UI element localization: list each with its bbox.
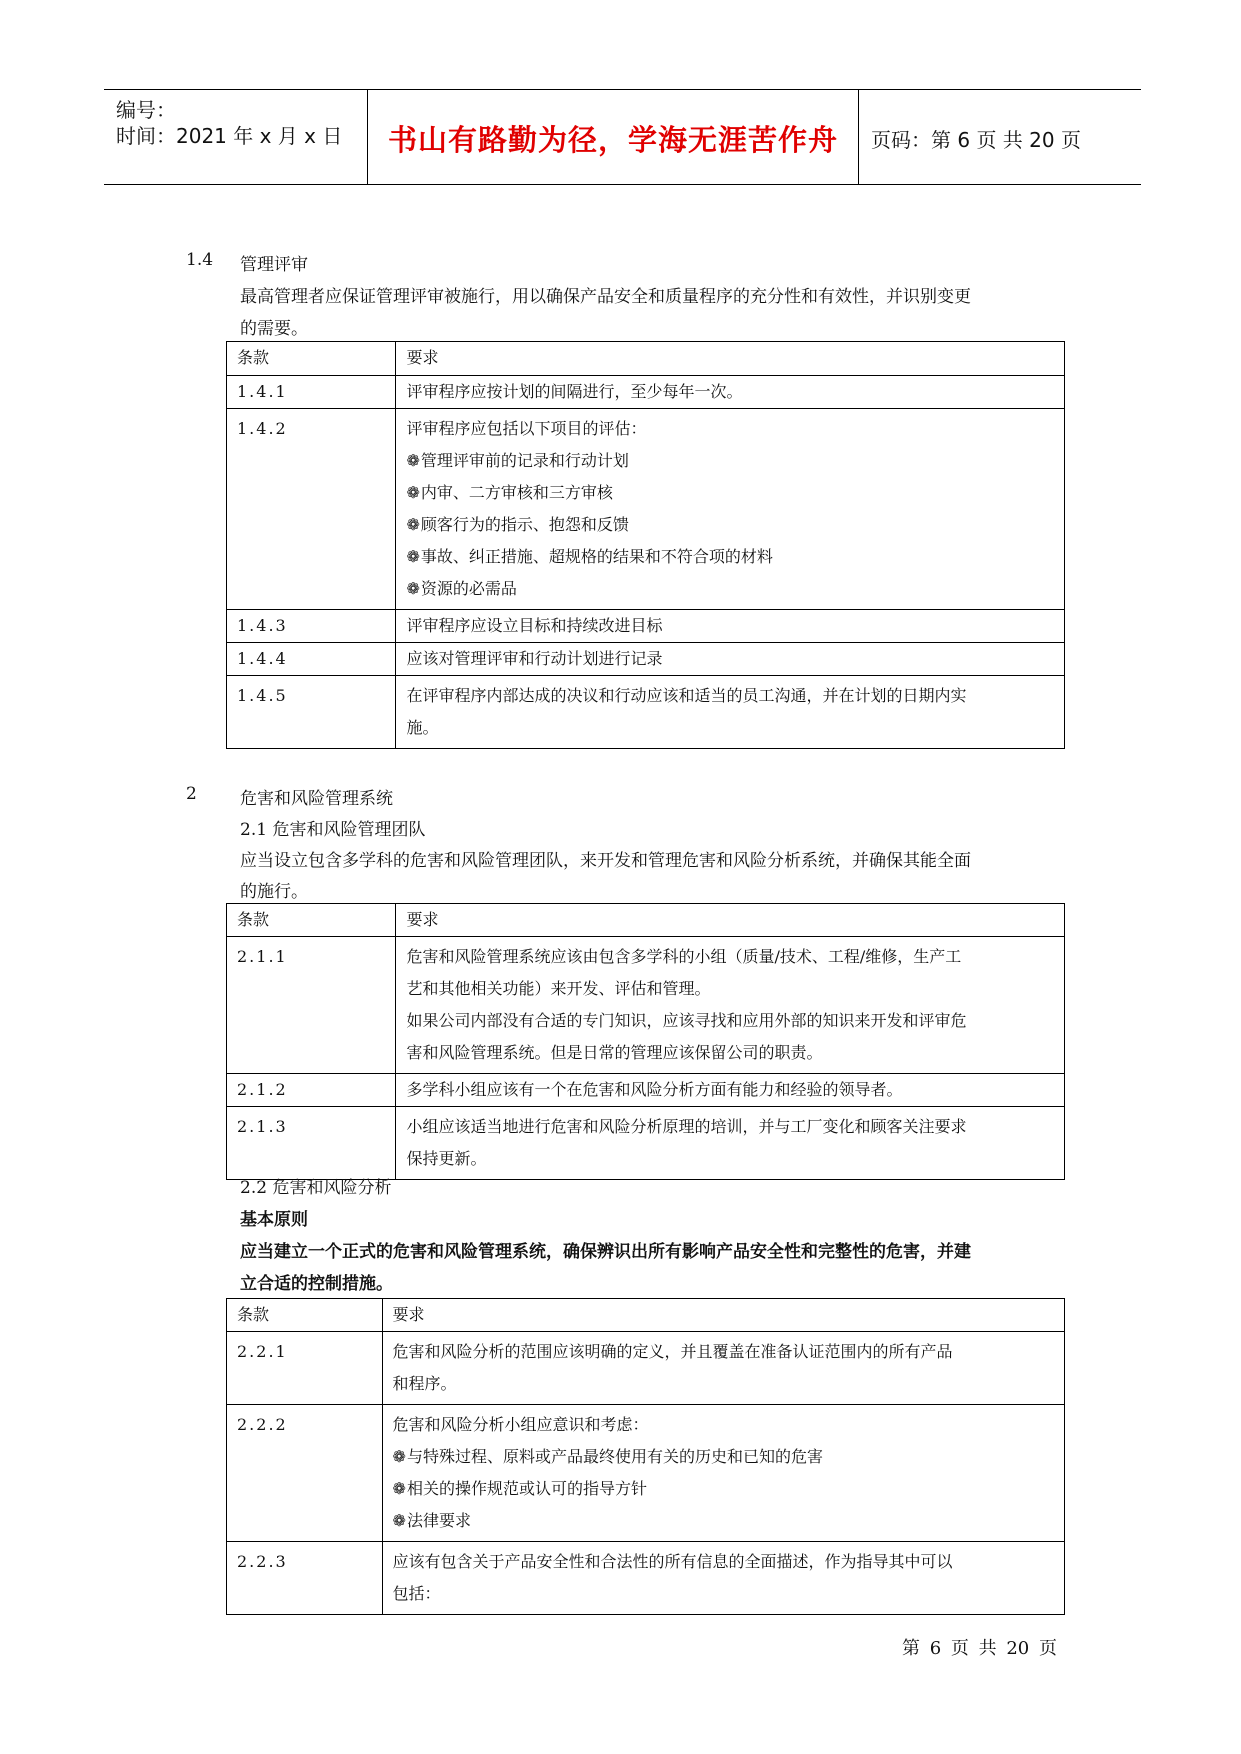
section-2-title: 危害和风险管理系统 (240, 789, 393, 809)
requirement-line: 评审程序应包括以下项目的评估： (406, 419, 647, 438)
document-number-label: 编号： (116, 98, 176, 122)
clause-cell: 1.4.3 (227, 610, 396, 643)
requirement-cell (396, 676, 1065, 749)
principle-line2: 立合适的控制措施。 (240, 1274, 393, 1294)
requirement-cell (382, 1332, 1064, 1405)
table-row (227, 1107, 1065, 1180)
requirement-line: 艺和其他相关功能）来开发、评估和管理。 (406, 979, 711, 998)
table-row (227, 676, 1065, 749)
requirement-cell (396, 1074, 1065, 1107)
section-1-4-intro-line1: 最高管理者应保证管理评审被施行，用以确保产品安全和质量程序的充分性和有效性，并识别变更 (240, 287, 971, 307)
requirement-line: 小组应该适当地进行危害和风险分析原理的培训，并与工厂变化和顾客关注要求 (406, 1117, 967, 1136)
requirement-line: 应该对管理评审和行动计划进行记录 (406, 649, 663, 668)
document-time-label: 时间：2021 年 x 月 x 日 (116, 124, 343, 148)
requirement-cell (382, 1405, 1064, 1542)
column-header-clause: 条款 (227, 1299, 383, 1332)
bullet-item: ❁ 与特殊过程、原料或产品最终使用有关的历史和已知的危害 (393, 1441, 1054, 1473)
header-motto: 书山有路勤为径，学海无涯苦作舟 (387, 123, 838, 157)
requirement-line: 如果公司内部没有合适的专门知识，应该寻找和应用外部的知识来开发和评审危 (406, 1011, 967, 1030)
bullet-item: ❁ 事故、纠正措施、超规格的结果和不符合项的材料 (406, 541, 1054, 573)
basic-principle-heading: 基本原则 (240, 1210, 308, 1230)
header-right-cell (859, 90, 1141, 184)
requirement-cell (396, 376, 1065, 409)
clause-cell: 1.4.1 (227, 376, 396, 409)
bullet-item: ❁ 顾客行为的指示、抱怨和反馈 (406, 509, 1054, 541)
clause-cell: 2.2.2 (227, 1405, 383, 1542)
table-row (227, 643, 1065, 676)
requirement-line: 应该有包含关于产品安全性和合法性的所有信息的全面描述，作为指导其中可以 (392, 1552, 953, 1571)
column-header-clause: 条款 (227, 342, 396, 376)
requirement-line: 评审程序应设立目标和持续改进目标 (406, 616, 663, 635)
requirement-line: 和程序。 (392, 1374, 457, 1393)
section-2-1-title: 2.1 危害和风险管理团队 (240, 820, 426, 840)
bullet-item: ❁ 相关的操作规范或认可的指导方针 (393, 1473, 1054, 1505)
requirement-line: 评审程序应按计划的间隔进行，至少每年一次。 (406, 382, 743, 401)
column-header-clause: 条款 (227, 904, 396, 937)
requirement-line: 施。 (406, 718, 439, 737)
bullet-item: ❁ 法律要求 (393, 1505, 1054, 1537)
section-2-number: 2 (186, 784, 197, 804)
section-1-4-number: 1.4 (186, 250, 214, 270)
table-header-row (227, 342, 1065, 376)
table-row (227, 1542, 1065, 1615)
requirement-cell (396, 643, 1065, 676)
header-middle-cell (368, 90, 859, 184)
table-row (227, 1332, 1065, 1405)
clause-cell: 2.1.2 (227, 1074, 396, 1107)
requirements-table-2-1 (226, 903, 1065, 1180)
requirement-cell (396, 610, 1065, 643)
page-footer: 第 6 页 共 20 页 (902, 1638, 1057, 1659)
table-header-row (227, 1299, 1065, 1332)
clause-cell: 1.4.5 (227, 676, 396, 749)
requirement-cell (396, 409, 1065, 610)
table-row (227, 1074, 1065, 1107)
section-1-4-intro-line2: 的需要。 (240, 319, 308, 339)
requirement-line: 在评审程序内部达成的决议和行动应该和适当的员工沟通，并在计划的日期内实 (406, 686, 967, 705)
clause-cell: 2.2.3 (227, 1542, 383, 1615)
column-header-requirement: 要求 (382, 1299, 1064, 1332)
header-left-cell (104, 90, 368, 184)
requirement-line: 多学科小组应该有一个在危害和风险分析方面有能力和经验的领导者。 (406, 1080, 903, 1099)
bullet-item: ❁ 管理评审前的记录和行动计划 (406, 445, 1054, 477)
requirement-cell (396, 937, 1065, 1074)
table-row (227, 376, 1065, 409)
requirement-line: 包括： (392, 1584, 441, 1603)
clause-cell: 1.4.4 (227, 643, 396, 676)
column-header-requirement: 要求 (396, 904, 1065, 937)
principle-line1: 应当建立一个正式的危害和风险管理系统，确保辨识出所有影响产品安全性和完整性的危害，并建 (240, 1242, 971, 1262)
section-2-1-intro-line2: 的施行。 (240, 882, 308, 902)
requirement-line: 保持更新。 (406, 1149, 487, 1168)
section-2-1-intro-line1: 应当设立包含多学科的危害和风险管理团队，来开发和管理危害和风险分析系统，并确保其能全面 (240, 851, 971, 871)
requirements-table-2-2 (226, 1298, 1065, 1615)
requirements-table-1-4 (226, 341, 1065, 749)
table-row (227, 1405, 1065, 1542)
requirement-line: 危害和风险分析的范围应该明确的定义，并且覆盖在准备认证范围内的所有产品 (392, 1342, 953, 1361)
column-header-requirement: 要求 (396, 342, 1065, 376)
requirement-line: 害和风险管理系统。但是日常的管理应该保留公司的职责。 (406, 1043, 823, 1062)
table-header-row (227, 904, 1065, 937)
bullet-item: ❁ 资源的必需品 (406, 573, 1054, 605)
header-page-label: 页码：第 6 页 共 20 页 (871, 128, 1081, 152)
clause-cell: 2.1.1 (227, 937, 396, 1074)
clause-cell: 2.2.1 (227, 1332, 383, 1405)
clause-cell: 2.1.3 (227, 1107, 396, 1180)
section-1-4-title: 管理评审 (240, 255, 308, 275)
requirement-cell (382, 1542, 1064, 1615)
bullet-item: ❁ 内审、二方审核和三方审核 (406, 477, 1054, 509)
table-row (227, 937, 1065, 1074)
table-row (227, 409, 1065, 610)
table-row (227, 610, 1065, 643)
section-2-2-title: 2.2 危害和风险分析 (240, 1178, 392, 1198)
requirement-cell (396, 1107, 1065, 1180)
clause-cell: 1.4.2 (227, 409, 396, 610)
requirement-line: 危害和风险分析小组应意识和考虑： (392, 1415, 649, 1434)
requirement-line: 危害和风险管理系统应该由包含多学科的小组（质量/技术、工程/维修，生产工 (406, 947, 962, 966)
page-header (104, 89, 1141, 185)
